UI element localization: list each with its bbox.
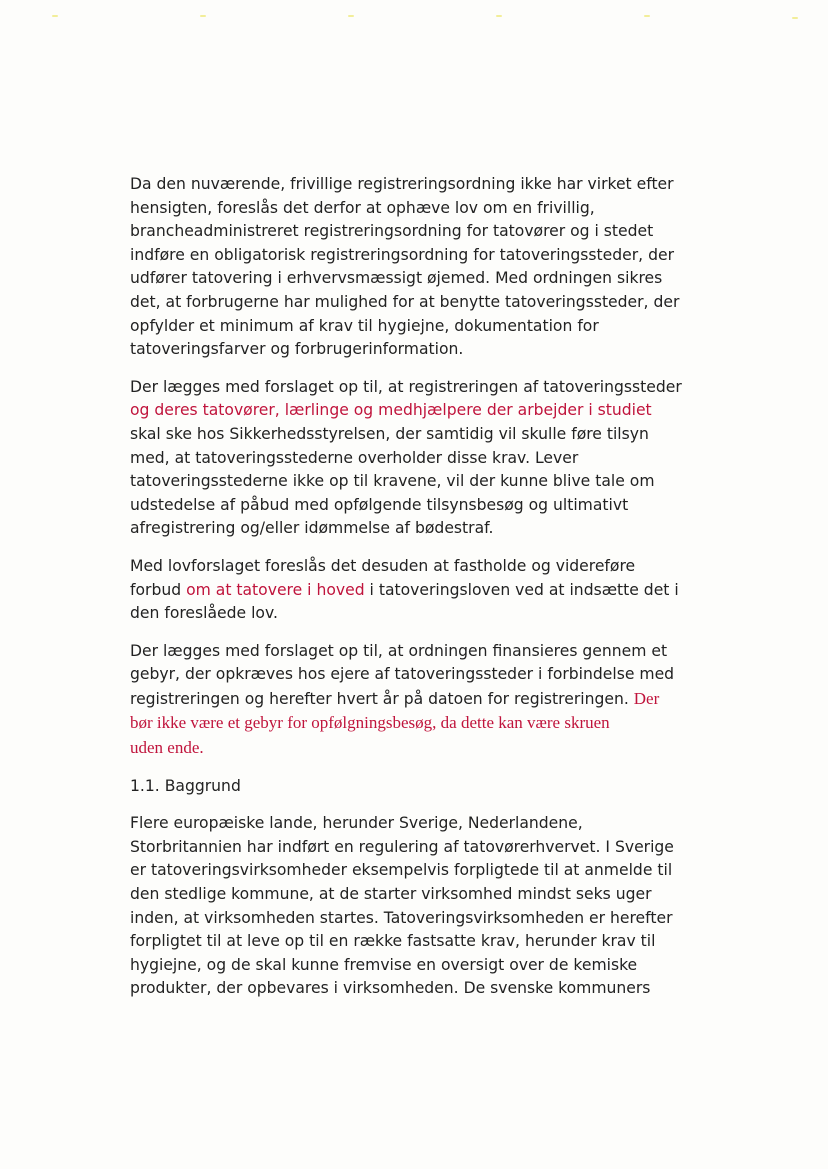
text-line bbox=[130, 517, 690, 541]
text-line bbox=[130, 930, 690, 954]
body-text: Der lægges med forslaget op til, at ordningen finansieres gennem et bbox=[130, 641, 668, 660]
scan-speck bbox=[792, 17, 798, 19]
body-text: indføre en obligatorisk registreringsordning for tatoveringssteder, der bbox=[130, 245, 674, 264]
body-text: skal ske hos Sikkerhedsstyrelsen, der samtidig vil skulle føre tilsyn bbox=[130, 424, 649, 443]
body-text: Da den nuværende, frivillige registreringsordning ikke har virket efter bbox=[130, 175, 674, 193]
scan-speck bbox=[348, 15, 354, 17]
scan-speck bbox=[644, 15, 650, 17]
text-line bbox=[130, 267, 690, 291]
text-line bbox=[130, 220, 690, 244]
text-line bbox=[130, 291, 690, 315]
scan-speck bbox=[200, 15, 206, 17]
text-line bbox=[130, 494, 690, 518]
text-line bbox=[130, 447, 690, 471]
body-text: i tatoveringsloven ved at indsætte det i bbox=[364, 580, 679, 599]
body-text: med, at tatoveringsstederne overholder disse krav. Lever bbox=[130, 448, 579, 467]
body-text: opfylder et minimum af krav til hygiejne, dokumentation for bbox=[130, 316, 599, 335]
paragraph-list bbox=[130, 173, 690, 761]
body-text: produkter, der opbevares i virksomheden. De svenske kommuners bbox=[130, 979, 651, 998]
paragraph bbox=[130, 376, 690, 541]
annotation-text: uden ende. bbox=[130, 738, 204, 758]
text-line bbox=[130, 555, 690, 579]
body-text: udstedelse af påbud med opfølgende tilsynsbesøg og ultimativt bbox=[130, 495, 629, 514]
paragraph bbox=[130, 173, 690, 362]
body-text: Storbritannien har indført en regulering af tatovørerhvervet. I Sverige bbox=[130, 837, 674, 856]
body-text: hygiejne, og de skal kunne fremvise en oversigt over de kemiske bbox=[130, 955, 638, 974]
body-text: hensigten, foreslås det derfor at ophæve lov om en frivillig, bbox=[130, 198, 595, 217]
scan-speck bbox=[52, 15, 58, 17]
paragraph-baggrund bbox=[130, 812, 690, 1001]
body-text: udfører tatovering i erhvervsmæssigt øjemed. Med ordningen sikres bbox=[130, 269, 663, 288]
text-line bbox=[130, 859, 690, 883]
annotation-text: Der bbox=[633, 688, 660, 708]
text-line bbox=[130, 423, 690, 447]
document-body bbox=[130, 173, 690, 1015]
text-line bbox=[130, 376, 690, 400]
text-line bbox=[130, 470, 690, 494]
text-line bbox=[130, 663, 690, 687]
body-text: tatoveringsstederne ikke op til kravene, vil der kunne blive tale om bbox=[130, 472, 655, 491]
body-text: Med lovforslaget foreslås det desuden at fastholde og videreføre bbox=[130, 556, 636, 575]
body-text: inden, at virksomheden startes. Tatoveringsvirksomheden er herefter bbox=[130, 908, 673, 927]
annotation-text: om at tatovere i hoved bbox=[186, 580, 365, 599]
text-line bbox=[130, 687, 690, 712]
text-line bbox=[130, 736, 690, 761]
body-text: den stedlige kommune, at de starter virksomhed mindst seks uger bbox=[130, 885, 652, 904]
body-text: brancheadministreret registreringsordning for tatovører og i stedet bbox=[130, 222, 654, 241]
text-line bbox=[130, 338, 690, 362]
text-line bbox=[130, 711, 690, 736]
text-line bbox=[130, 244, 690, 268]
body-text: forbud bbox=[130, 580, 187, 599]
body-text: afregistrering og/eller idømmelse af bødestraf. bbox=[130, 519, 494, 538]
body-text: gebyr, der opkræves hos ejere af tatoveringssteder i forbindelse med bbox=[130, 665, 675, 684]
text-line bbox=[130, 173, 690, 197]
annotation-text: og deres tatovører, lærlinge og medhjælpere der arbejder i studiet bbox=[130, 401, 652, 420]
body-text: er tatoveringsvirksomheder eksempelvis forpligtede til at anmelde til bbox=[130, 861, 673, 880]
annotation-text: bør ikke være et gebyr for opfølgningsbesøg, da dette kan være skruen bbox=[130, 713, 610, 733]
body-text: registreringen og herefter hvert år på datoen for registreringen. bbox=[130, 689, 634, 708]
scan-speck bbox=[496, 15, 502, 17]
body-text: den foreslåede lov. bbox=[130, 604, 278, 623]
text-line bbox=[130, 640, 690, 664]
paragraph bbox=[130, 555, 690, 626]
body-text: det, at forbrugerne har mulighed for at benytte tatoveringssteder, der bbox=[130, 292, 680, 311]
scan-artifacts bbox=[0, 10, 828, 40]
body-text: tatoveringsfarver og forbrugerinformation. bbox=[130, 340, 464, 359]
body-text: Der lægges med forslaget op til, at registreringen af tatoveringssteder bbox=[130, 377, 682, 396]
text-line bbox=[130, 883, 690, 907]
text-line bbox=[130, 977, 690, 1001]
text-line bbox=[130, 907, 690, 931]
text-line bbox=[130, 399, 690, 423]
text-line bbox=[130, 197, 690, 221]
paragraph bbox=[130, 640, 690, 761]
body-text: Flere europæiske lande, herunder Sverige, Nederlandene, bbox=[130, 814, 583, 833]
body-text: forpligtet til at leve op til en række fastsatte krav, herunder krav til bbox=[130, 932, 656, 951]
text-line bbox=[130, 836, 690, 860]
text-line bbox=[130, 579, 690, 603]
text-line bbox=[130, 315, 690, 339]
text-line bbox=[130, 602, 690, 626]
text-line bbox=[130, 812, 690, 836]
text-line bbox=[130, 954, 690, 978]
section-heading: 1.1. Baggrund bbox=[130, 776, 241, 795]
